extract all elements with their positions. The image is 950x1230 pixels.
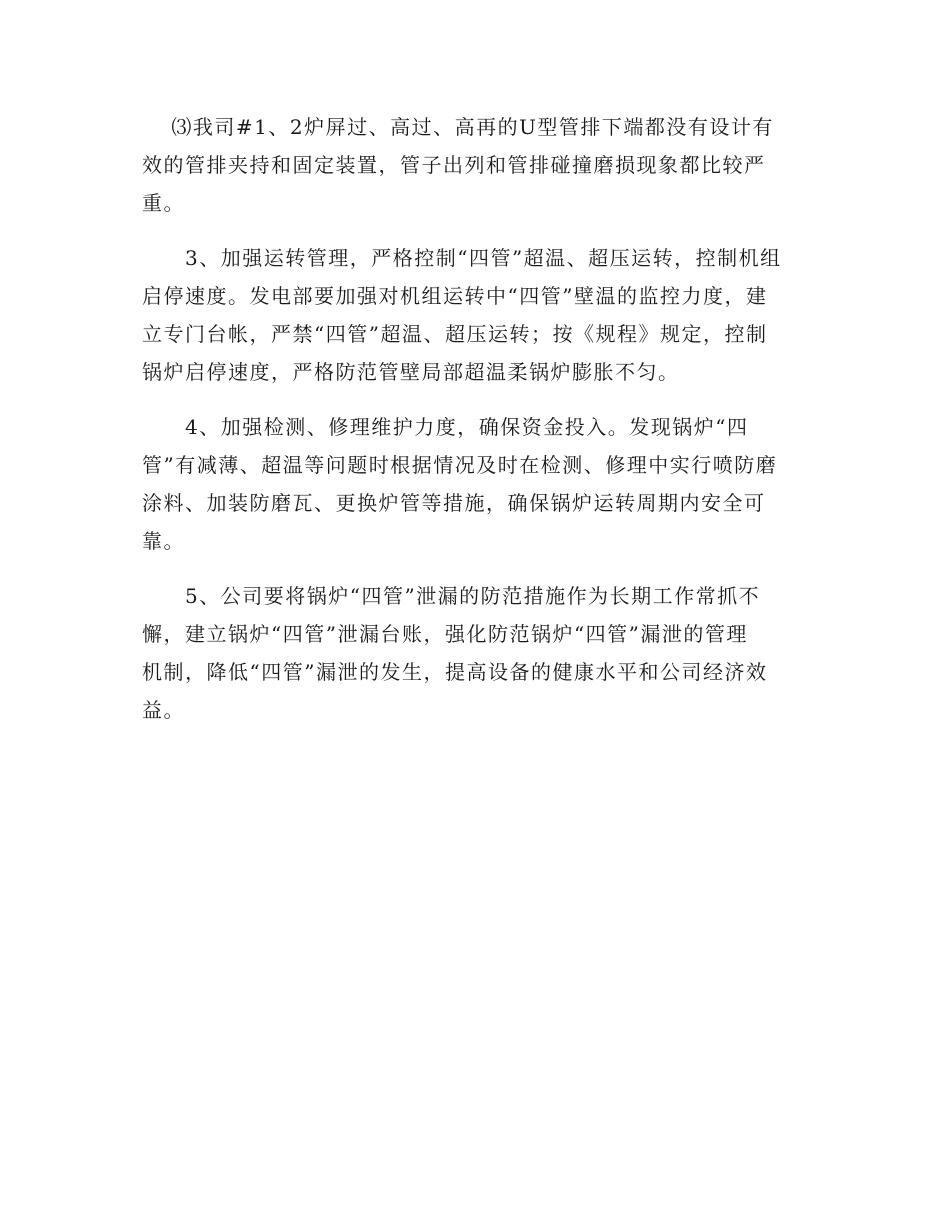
text-line: ⑶我司#1、2炉屏过、高过、高再的U型管排下端都没有设计有 (142, 115, 774, 139)
paragraph-3-detail (142, 108, 806, 222)
document-body (142, 108, 806, 746)
text-line: 3、加强运转管理，严格控制“四管”超温、超压运转，控制机组 (142, 246, 782, 270)
text-line: 益。 (142, 698, 185, 722)
text-line: 立专门台帐，严禁“四管”超温、超压运转；按《规程》规定，控制 (142, 322, 768, 346)
text-line: 涂料、加装防磨瓦、更换炉管等措施，确保锅炉运转周期内安全可 (142, 491, 766, 515)
paragraph-item-5 (142, 577, 806, 729)
paragraph-item-4 (142, 408, 806, 560)
text-line: 4、加强检测、修理维护力度，确保资金投入。发现锅炉“四 (142, 415, 749, 439)
text-line: 启停速度。发电部要加强对机组运转中“四管”壁温的监控力度，建 (142, 284, 768, 308)
text-line: 效的管排夹持和固定装置，管子出列和管排碰撞磨损现象都比较严 (142, 153, 766, 177)
paragraph-item-3 (142, 239, 806, 391)
text-line: 机制，降低“四管”漏泄的发生，提高设备的健康水平和公司经济效 (142, 660, 768, 684)
text-line: 锅炉启停速度，严格防范管壁局部超温柔锅炉膨胀不匀。 (142, 360, 680, 384)
text-line: 管”有减薄、超温等问题时根据情况及时在检测、修理中实行喷防磨 (142, 453, 778, 477)
text-line: 5、公司要将锅炉“四管”泄漏的防范措施作为长期工作常抓不 (142, 584, 761, 608)
text-line: 懈，建立锅炉“四管”泄漏台账，强化防范锅炉“四管”漏泄的管理 (142, 622, 748, 646)
text-line: 靠。 (142, 529, 185, 553)
text-line: 重。 (142, 191, 185, 215)
